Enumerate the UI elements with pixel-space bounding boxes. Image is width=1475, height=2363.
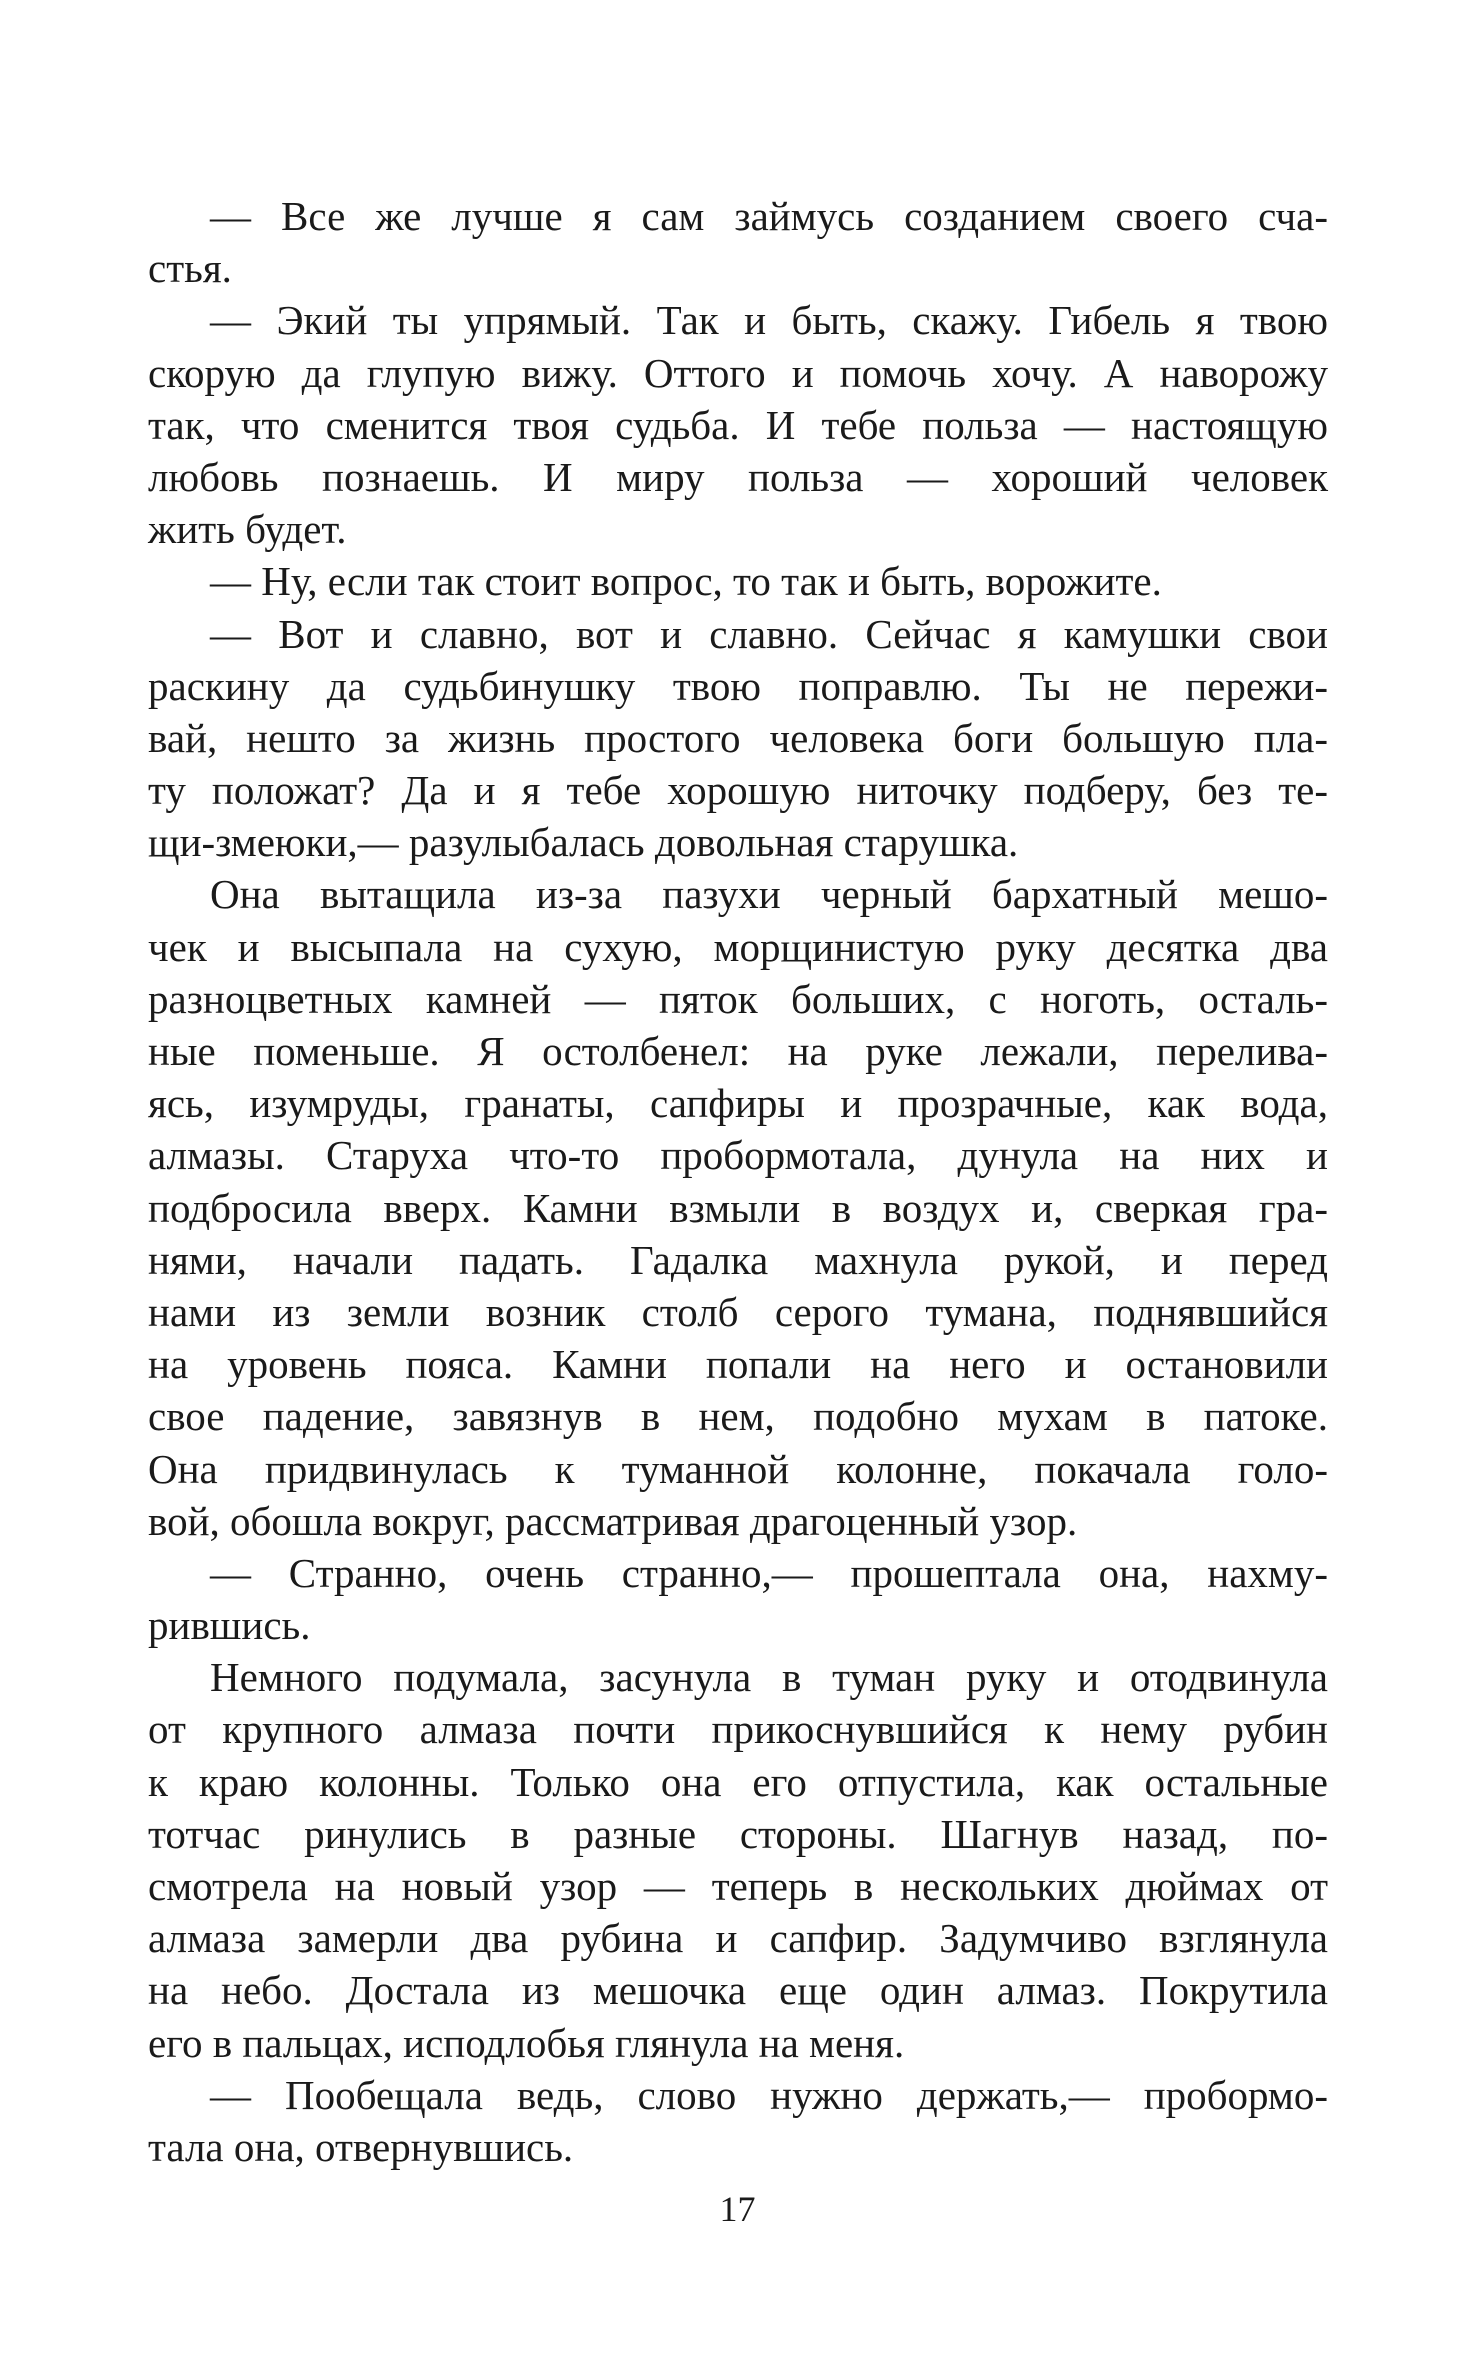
page-number: 17 xyxy=(719,2189,756,2229)
text-line: вой, обошла вокруг, рассматривая драгоценный узор. xyxy=(148,1497,1078,1544)
text-line: на небо. Достала из мешочка еще один алмаз. Покрутила xyxy=(148,1967,1328,2014)
text-line: — Пообещала ведь, слово нужно держать,— пробормо- xyxy=(210,2071,1328,2118)
text-line: раскину да судьбинушку твою поправлю. Ты не пережи- xyxy=(148,662,1328,709)
text-line: нами из земли возник столб серого тумана, поднявшийся xyxy=(148,1288,1328,1335)
text-line: нями, начали падать. Гадалка махнула рукой, и перед xyxy=(148,1236,1328,1283)
text-line: Она вытащила из-за пазухи черный бархатный мешо- xyxy=(210,871,1328,918)
text-line: свое падение, завязнув в нем, подобно мухам в патоке. xyxy=(148,1393,1328,1440)
text-line: смотрела на новый узор — теперь в нескольких дюймах от xyxy=(148,1863,1328,1909)
text-line: рившись. xyxy=(148,1602,311,1649)
text-line: — Вот и славно, вот и славно. Сейчас я камушки свои xyxy=(210,610,1328,657)
text-line: чек и высыпала на сухую, морщинистую руку десятка два xyxy=(148,923,1328,970)
text-line: на уровень пояса. Камни попали на него и остановили xyxy=(148,1341,1328,1388)
text-line: вай, нешто за жизнь простого человека боги большую пла- xyxy=(148,714,1328,761)
text-line: Она придвинулась к туманной колонне, покачала голо- xyxy=(148,1445,1328,1492)
text-line: разноцветных камней — пяток больших, с ноготь, осталь- xyxy=(148,975,1328,1022)
text-line: к краю колонны. Только она его отпустила, как остальные xyxy=(148,1758,1328,1805)
text-line: алмазы. Старуха что-то пробормотала, дунула на них и xyxy=(148,1132,1328,1179)
text-line: ту положат? Да и я тебе хорошую ниточку подберу, без те- xyxy=(148,767,1328,814)
text-line: — Странно, очень странно,— прошептала она, нахму- xyxy=(210,1549,1328,1596)
text-line: стья. xyxy=(148,245,232,292)
text-line: жить будет. xyxy=(148,506,347,553)
page-body xyxy=(148,190,1328,2173)
text-line: так, что сменится твоя судьба. И тебе польза — настоящую xyxy=(148,401,1328,448)
text-line: от крупного алмаза почти прикоснувшийся к нему рубин xyxy=(148,1706,1328,1753)
text-line: тала она, отвернувшись. xyxy=(148,2123,574,2170)
text-line: Немного подумала, засунула в туман руку и отодвинула xyxy=(210,1654,1328,1701)
text-line: — Все же лучше я сам займусь созданием своего сча- xyxy=(210,193,1328,239)
text-line: ясь, изумруды, гранаты, сапфиры и прозрачные, как вода, xyxy=(148,1080,1328,1127)
text-line: подбросила вверх. Камни взмыли в воздух и, сверкая гра- xyxy=(148,1184,1328,1231)
text-line: тотчас ринулись в разные стороны. Шагнув назад, по- xyxy=(148,1810,1328,1857)
text-line: — Ну, если так стоит вопрос, то так и быть, ворожите. xyxy=(210,558,1162,605)
text-line: — Экий ты упрямый. Так и быть, скажу. Гибель я твою xyxy=(210,297,1328,344)
text-line: скорую да глупую вижу. Оттого и помочь хочу. А наворожу xyxy=(148,349,1328,396)
text-line: его в пальцах, исподлобья глянула на меня. xyxy=(148,2019,905,2066)
text-line: любовь познаешь. И миру польза — хороший человек xyxy=(148,453,1328,500)
text-line: алмаза замерли два рубина и сапфир. Задумчиво взглянула xyxy=(148,1915,1328,1962)
text-line: щи-змеюки,— разулыбалась довольная старушка. xyxy=(148,819,1019,866)
text-line: ные поменьше. Я остолбенел: на руке лежали, перелива- xyxy=(148,1028,1328,1074)
